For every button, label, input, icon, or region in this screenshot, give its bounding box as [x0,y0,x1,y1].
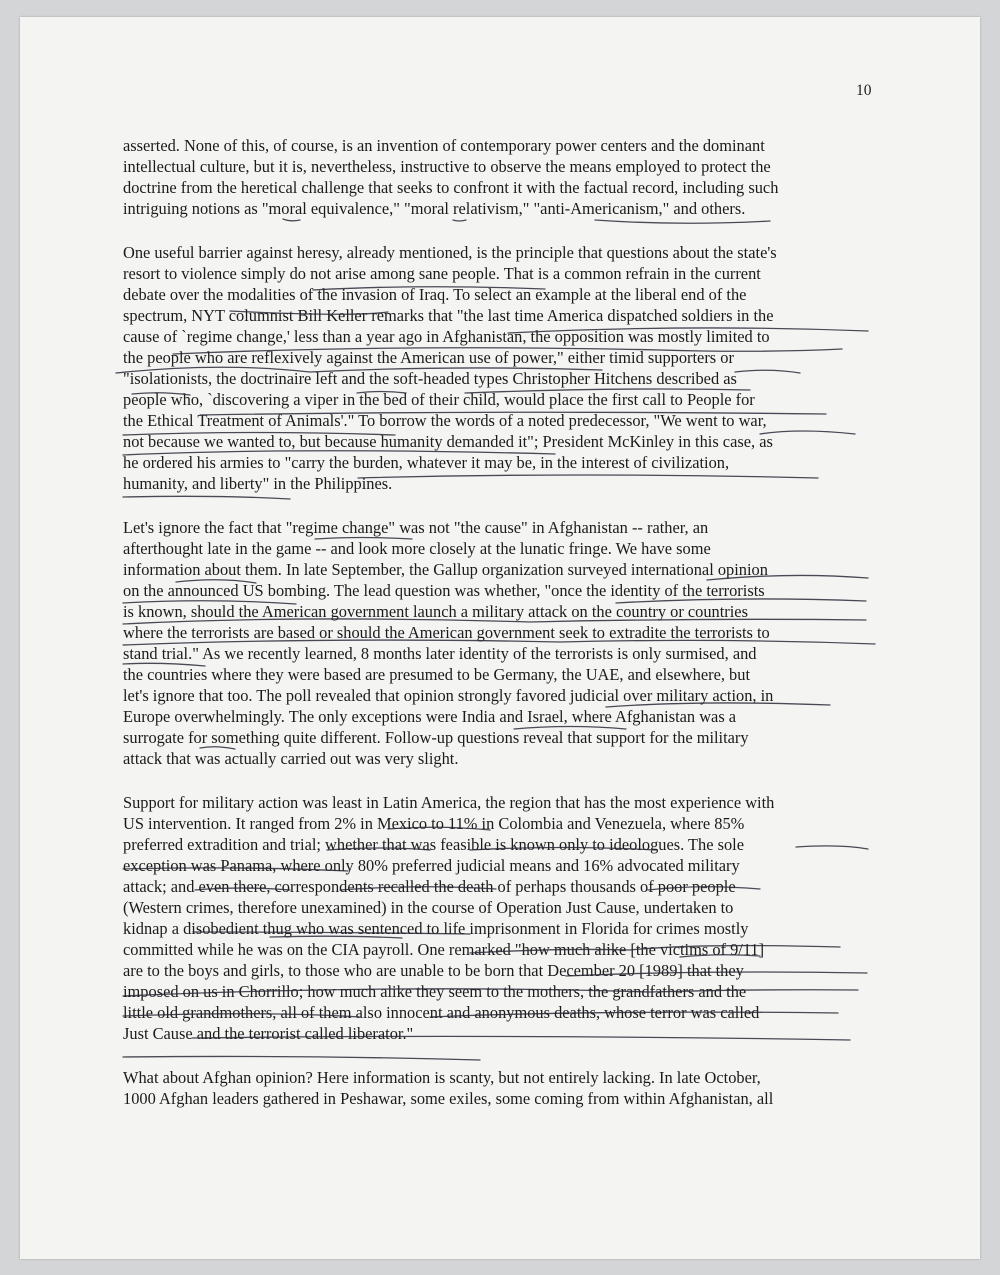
text-line: the countries where they were based are presumed to be Germany, the UAE, and elsewhere, but [123,665,750,684]
text-line: kidnap a disobedient thug who was sentenced to life imprisonment in Florida for crimes mostly [123,919,749,938]
text-line: surrogate for something quite different. Follow-up questions reveal that support for the military [123,728,749,747]
text-line: What about Afghan opinion? Here information is scanty, but not entirely lacking. In late October, [123,1068,761,1087]
text-line: not because we wanted to, but because humanity demanded it"; President McKinley in this case, as [123,432,773,451]
text-line: resort to violence simply do not arise among sane people. That is a common refrain in the current [123,264,761,283]
text-line: attack that was actually carried out was very slight. [123,749,459,768]
text-line: US intervention. It ranged from 2% in Mexico to 11% in Colombia and Venezuela, where 85% [123,814,745,833]
text-line: intellectual culture, but it is, nevertheless, instructive to observe the means employed to protect the [123,157,771,176]
text-line: he ordered his armies to "carry the burden, whatever it may be, in the interest of civilization, [123,453,730,472]
page-number: 10 [856,82,872,99]
text-line: exception was Panama, where only 80% preferred judicial means and 16% advocated military [123,856,740,875]
text-line: "isolationists, the doctrinaire left and the soft-headed types Christopher Hitchens described as [123,369,737,388]
text-line: the Ethical Treatment of Animals'." To borrow the words of a noted predecessor, "We went to war, [123,411,767,430]
text-line: Just Cause and the terrorist called liberator." [123,1024,414,1043]
text-line: spectrum, NYT columnist Bill Keller remarks that "the last time America dispatched soldiers in the [123,306,774,325]
text-line: where the terrorists are based or should the American government seek to extradite the terrorists to [123,623,770,642]
text-line: are to the boys and girls, to those who are unable to be born that December 20 [1989] that they [123,961,744,980]
text-line: One useful barrier against heresy, already mentioned, is the principle that questions about the state's [123,243,777,262]
text-line: preferred extradition and trial; whether that was feasible is known only to ideologues. The sole [123,835,744,854]
text-line: committed while he was on the CIA payroll. One remarked "how much alike [the victims of 9/11] [123,940,765,959]
text-line: information about them. In late September, the Gallup organization surveyed international opinion [123,560,768,579]
text-line: on the announced US bombing. The lead question was whether, "once the identity of the terrorists [123,581,765,600]
text-line: Support for military action was least in Latin America, the region that has the most experience with [123,793,775,812]
text-line: cause of `regime change,' less than a year ago in Afghanistan, the opposition was mostly limited to [123,327,770,346]
text-line: 1000 Afghan leaders gathered in Peshawar, some exiles, some coming from within Afghanistan, all [123,1089,774,1108]
text-line: imposed on us in Chorrillo; how much alike they seem to the mothers, the grandfathers and the [123,982,747,1001]
text-line: Let's ignore the fact that "regime change" was not "the cause" in Afghanistan -- rather, an [123,518,709,537]
text-line: is known, should the American government launch a military attack on the country or countries [123,602,748,621]
text-line: the people who are reflexively against the American use of power," either timid supporters or [123,348,734,367]
text-line: (Western crimes, therefore unexamined) in the course of Operation Just Cause, undertaken to [123,898,734,917]
text-line: let's ignore that too. The poll revealed that opinion strongly favored judicial over military action, in [123,686,774,705]
text-line: doctrine from the heretical challenge that seeks to confront it with the factual record, including such [123,178,779,197]
text-line: attack; and even there, correspondents recalled the death of perhaps thousands of poor people [123,877,736,896]
text-line: afterthought late in the game -- and look more closely at the lunatic fringe. We have some [123,539,711,558]
text-line: intriguing notions as "moral equivalence," "moral relativism," "anti-Americanism," and others. [123,199,746,218]
text-line: people who, `discovering a viper in the bed of their child, would place the first call to People for [123,390,755,409]
text-line: asserted. None of this, of course, is an invention of contemporary power centers and the dominant [123,136,765,155]
text-line: debate over the modalities of the invasion of Iraq. To select an example at the liberal end of the [123,285,747,304]
text-line: Europe overwhelmingly. The only exceptions were India and Israel, where Afghanistan was a [123,707,737,726]
text-line: humanity, and liberty" in the Philippines. [123,474,393,493]
text-line: stand trial." As we recently learned, 8 months later identity of the terrorists is only surmised, and [123,644,757,663]
text-line: little old grandmothers, all of them also innocent and anonymous deaths, whose terror was called [123,1003,760,1022]
